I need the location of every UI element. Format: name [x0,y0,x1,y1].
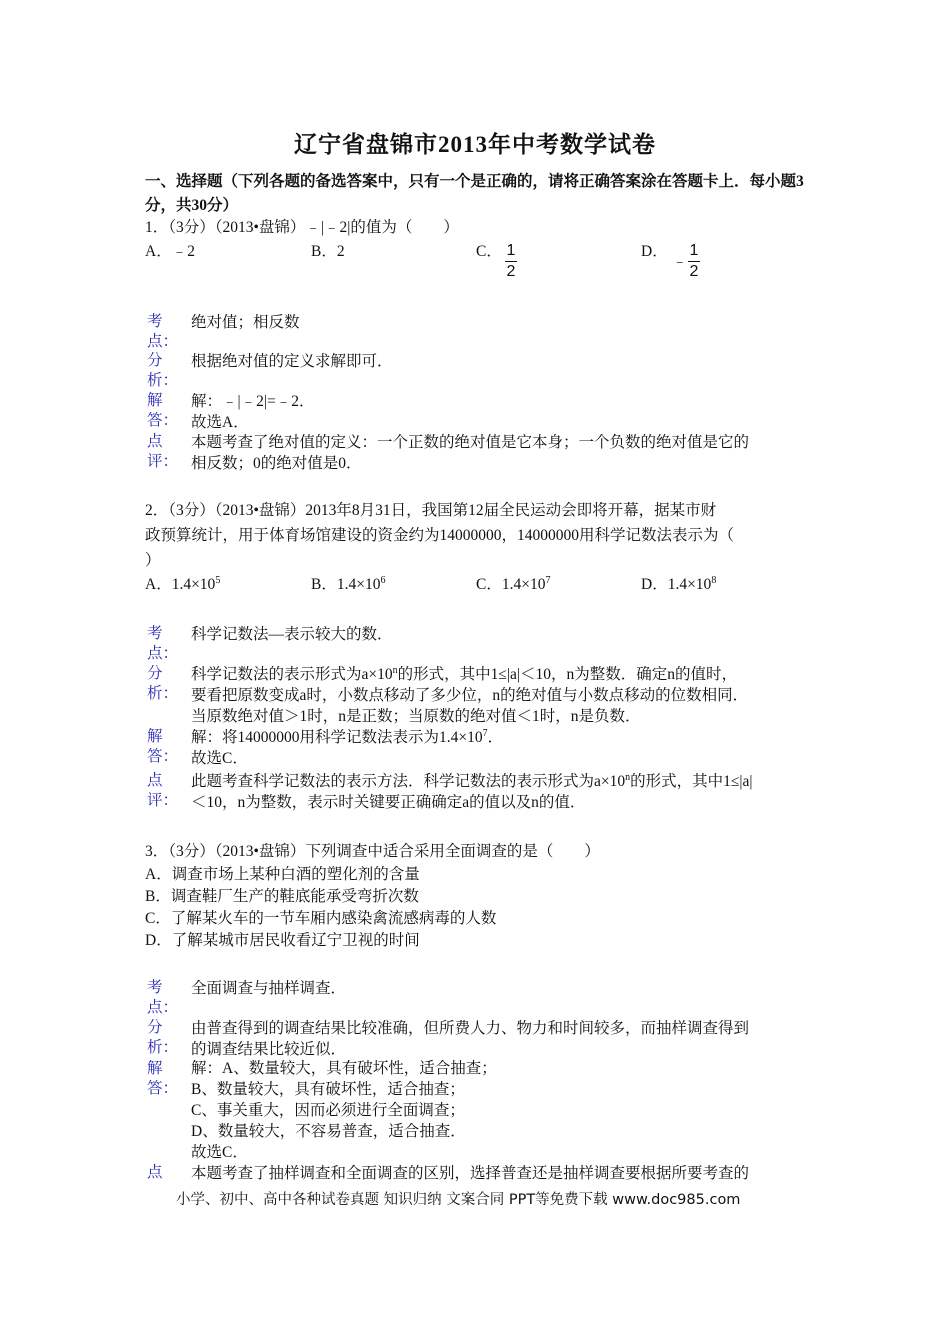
text-run: ． [487,729,504,746]
label-fen: 分 [147,665,163,682]
q2-dianping-line1 [191,771,807,792]
option-exponent: 6 [380,575,386,586]
q3-kaodian: 全面调查与抽样调查． [191,980,347,997]
q3-jieda-line1: 解：A、数量较大，具有破坏性，适合抽查； [191,1060,497,1077]
fraction-numerator: 1 [689,242,699,259]
page-footer: 小学、初中、高中各种试卷真题 知识归纳 文案合同 PPT等免费下载 www.doc985.com [176,1192,741,1208]
fraction-denominator: 2 [689,263,699,280]
option-exponent: 8 [711,575,717,586]
label-da: 答： [147,412,179,429]
q1-dianping-line1: 本题考查了绝对值的定义：一个正数的绝对值是它本身；一个负数的绝对值是它的 [191,434,750,451]
label-fen: 分 [147,1019,163,1036]
fraction-bar [688,261,700,262]
q2-fenxi-line2: 要看把原数变成a时，小数点移动了多少位，n的绝对值与小数点移动的位数相同． [191,687,749,704]
q2-stem-line3: ） [145,552,161,569]
label-jie: 解 [147,728,163,745]
label-da: 答： [147,748,179,765]
q3-stem: 3．（3分）（2013•盘锦）下列调查中适合采用全面调查的是（ ） [145,843,600,860]
fraction-bar [505,261,517,262]
q3-option-b: B．调查鞋厂生产的鞋底能承受弯折次数 [145,888,419,905]
q1-jieda-line2: 故选A． [191,414,249,431]
q2-option-d [641,575,716,595]
fraction-numerator: 1 [506,242,516,259]
label-xi: 析： [147,1039,179,1056]
option-text: B．1.4×10 [311,576,381,593]
text-run: 科学记数法的表示形式为a×10 [191,666,393,683]
q1-fenxi: 根据绝对值的定义求解即可． [191,353,393,370]
q2-jieda-line2: 故选C． [191,750,248,767]
label-dian2: 点 [147,433,163,450]
q1-dianping-line2: 相反数；0的绝对值是0． [191,455,362,472]
q2-option-c [476,575,550,595]
option-text: D．1.4×10 [641,576,712,593]
q3-option-a: A．调查市场上某种白酒的塑化剂的含量 [145,866,420,883]
q1-option-a: A．﹣2 [145,243,195,260]
q1-option-d-label: D． [641,243,668,260]
q3-option-d: D．了解某城市居民收看辽宁卫视的时间 [145,932,420,949]
q3-jieda-line3: C、事关重大，因而必须进行全面调查； [191,1102,465,1119]
q2-jieda-line1 [191,727,807,748]
option-exponent: 7 [545,575,551,586]
label-ping: 评： [147,453,179,470]
q3-option-c: C．了解某火车的一节车厢内感染禽流感病毒的人数 [145,910,497,927]
exponent: n [625,772,631,783]
fraction-denominator: 2 [506,263,516,280]
text-run: 解：将14000000用科学记数法表示为1.4×10 [191,729,483,746]
label-jie: 解 [147,392,163,409]
exponent: 7 [482,728,488,739]
q2-option-a [145,575,220,595]
option-text: A．1.4×10 [145,576,216,593]
label-ping: 评： [147,792,179,809]
exponent: n [392,665,398,676]
q2-dianping-line2: ＜10，n为整数，表示时关键要正确确定a的值以及n的值． [191,794,586,811]
q2-fenxi-line3: 当原数绝对值＞1时，n是正数；当原数的绝对值＜1时，n是负数． [191,708,641,725]
q3-jieda-line2: B、数量较大，具有破坏性，适合抽查； [191,1081,465,1098]
label-xi: 析： [147,685,179,702]
label-jie: 解 [147,1060,163,1077]
label-kao: 考 [147,313,163,330]
option-exponent: 5 [215,575,221,586]
label-da: 答： [147,1080,179,1097]
page-title: 辽宁省盘锦市2013年中考数学试卷 [294,132,656,157]
label-fen: 分 [147,352,163,369]
q1-option-d-sign: ﹣ [672,253,688,270]
section-heading: 一、选择题（下列各题的备选答案中，只有一个是正确的，请将正确答案涂在答题卡上．每小题3分，共30分） [145,173,804,214]
q2-stem-line1: 2．（3分）（2013•盘锦）2013年8月31日，我国第12届全民运动会即将开幕，据某市财 [145,502,717,519]
q1-option-d-fraction [688,242,700,281]
q2-kaodian: 科学记数法—表示较大的数． [191,626,393,643]
label-xi: 析： [147,372,179,389]
label-dian: 点： [147,333,179,350]
q2-stem-line2: 政预算统计，用于体育场馆建设的资金约为14000000，14000000用科学记数法表示为（ [145,527,735,544]
q1-option-c-fraction [505,242,517,281]
q1-jieda-line1: 解：﹣|﹣2|=﹣2． [191,393,315,410]
q3-jieda-line5: 故选C． [191,1144,248,1161]
label-dian: 点： [147,999,179,1016]
label-dian2: 点 [147,1164,163,1181]
text-run: 的形式，其中1≤|a| [630,773,753,790]
text-run: 此题考查科学记数法的表示方法．科学记数法的表示形式为a×10 [191,773,626,790]
label-kao: 考 [147,979,163,996]
text-run: 的形式，其中1≤|a|＜10，n为整数．确定n的值时， [397,666,737,683]
q1-stem: 1．（3分）（2013•盘锦）﹣|﹣2|的值为（ ） [145,219,459,236]
q3-dianping-line1: 本题考查了抽样调查和全面调查的区别，选择普查还是抽样调查要根据所要考查的 [191,1165,750,1182]
q1-option-c-label: C． [476,243,502,260]
q2-option-b [311,575,385,595]
label-kao: 考 [147,625,163,642]
q3-jieda-line4: D、数量较大，不容易普查，适合抽查． [191,1123,466,1140]
label-dian: 点： [147,645,179,662]
option-text: C．1.4×10 [476,576,546,593]
q3-fenxi-line1: 由普查得到的调查结果比较准确，但所费人力、物力和时间较多，而抽样调查得到 [191,1020,750,1037]
q1-option-b: B．2 [311,243,345,260]
q3-fenxi-line2: 的调查结果比较近似． [191,1041,347,1058]
q1-kaodian: 绝对值；相反数 [191,314,300,331]
q2-fenxi-line1 [191,664,807,685]
label-dian2: 点 [147,772,163,789]
